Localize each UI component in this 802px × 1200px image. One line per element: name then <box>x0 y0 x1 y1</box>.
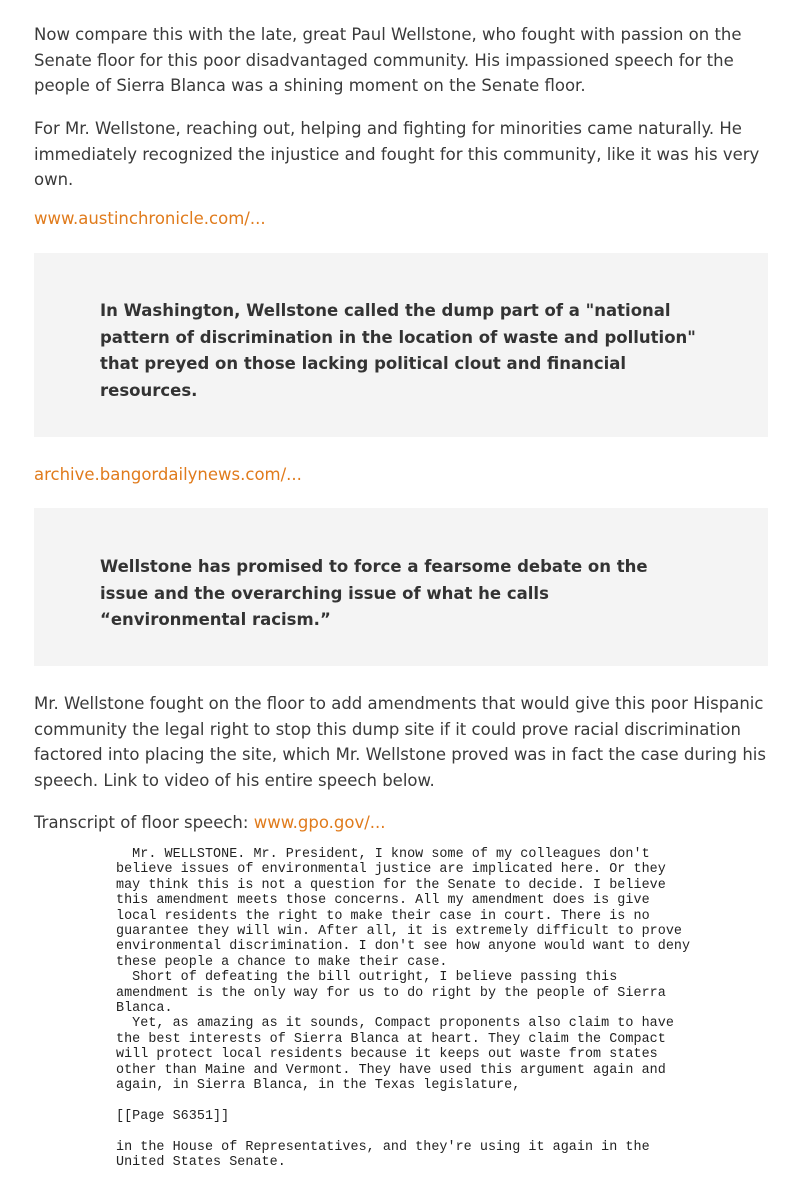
blockquote-debate <box>34 508 768 666</box>
blockquote-washington <box>34 253 768 437</box>
transcript-image <box>104 845 724 1175</box>
austin-chronicle-link[interactable]: www.austinchronicle.com/... <box>34 209 266 228</box>
paragraph-amendments: Mr. Wellstone fought on the floor to add amendments that would give this poor Hispanic community the legal right to stop this dump site if it could prove racial discrimination factored into placing the site, which Mr. Wellstone proved was in fact the case during his speech. Link to video of his entire speech below. <box>34 694 766 790</box>
blockquote-washington-text: In Washington, Wellstone called the dump part of a "national pattern of discrimination in the location of waste and pollution" that preyed on those lacking political clout and financial resources. <box>100 301 696 400</box>
bangor-daily-news-link[interactable]: archive.bangordailynews.com/... <box>34 465 302 484</box>
transcript-prefix: Transcript of floor speech: <box>34 813 254 832</box>
gpo-link[interactable]: www.gpo.gov/... <box>253 813 386 832</box>
blockquote-debate-text: Wellstone has promised to force a fearsome debate on the issue and the overarching issue of what he calls “environmental racism.” <box>100 557 648 629</box>
paragraph-intro: Now compare this with the late, great Paul Wellstone, who fought with passion on the Senate floor for this poor disadvantaged community. His impassioned speech for the people of Sierra Blanca was a shining moment on the Senate floor. <box>34 25 742 95</box>
paragraph-transcript <box>34 810 774 836</box>
paragraph-wellstone: For Mr. Wellstone, reaching out, helping and fighting for minorities came naturally. He immediately recognized the injustice and fought for this community, like it was his very own. <box>34 119 760 189</box>
transcript-text: Mr. WELLSTONE. Mr. President, I know some of my colleagues don't believe issues of environmental justice are implicated here. Or they may think this is not a question for the Senate to decide. I believe this amendment meets those concerns. All my amendment does is give local residents the right to make their case in court. There is no guarantee they will win. After all, it is extremely difficult to prove environmental discrimination. I don't see how anyone would want to deny these people a chance to make their case. Short of defeating the bill outright, I believe passing this amendment is the only way for us to do right by the people of Sierra Blanca. Yet, as amazing as it sounds, Compact proponents also claim to have the best interests of Sierra Blanca at heart. They claim the Compact will protect local residents because it keeps out waste from states other than Maine and Vermont. They have used this argument again and again, in Sierra Blanca, in the Texas legislature, [[Page S6351]] in the House of Representatives, and they're using it again in the United States Senate. <box>116 847 691 1171</box>
